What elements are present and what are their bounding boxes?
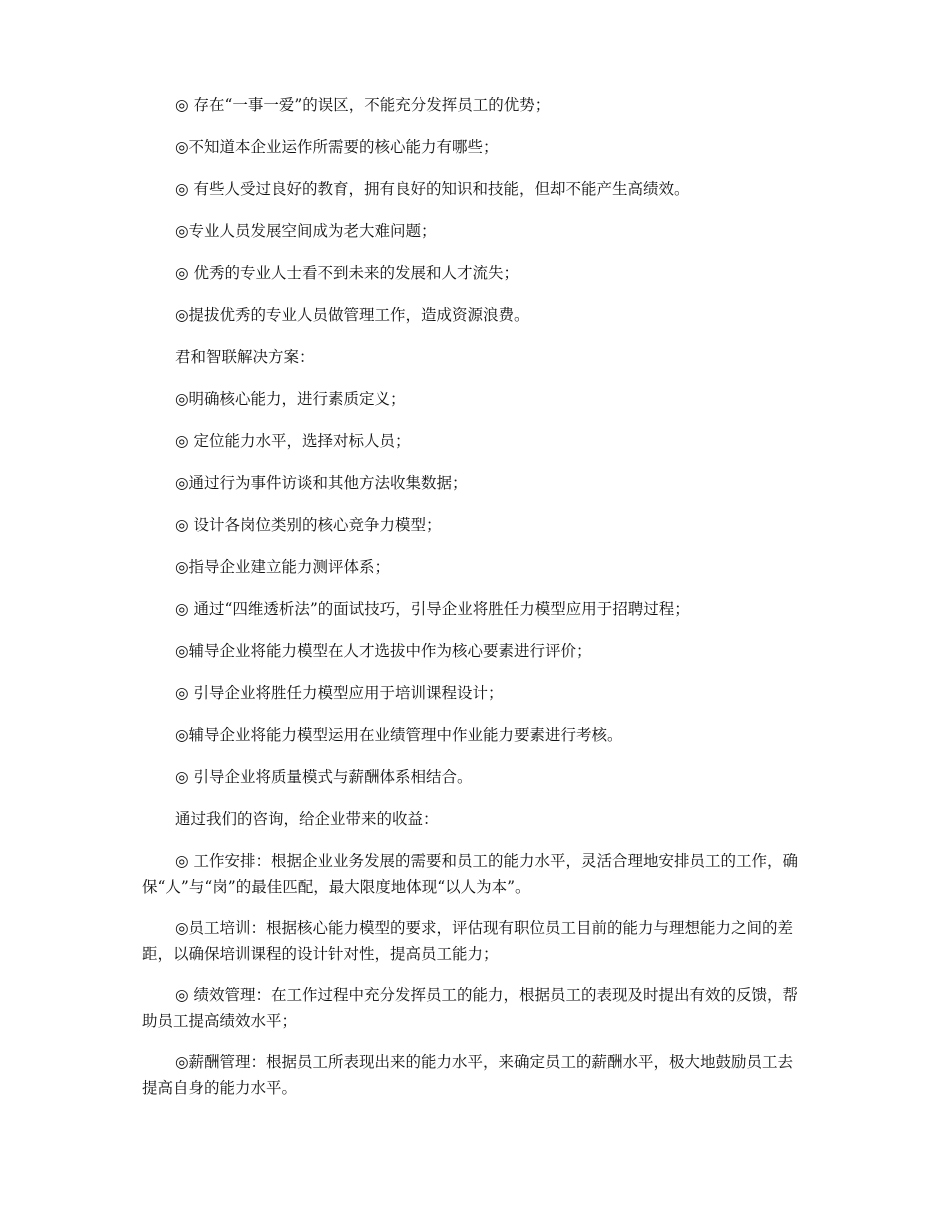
bullet-paragraph: ◎ 存在“一事一爱”的误区，不能充分发挥员工的优势； (175, 96, 551, 114)
bullet-paragraph: ◎ 有些人受过良好的教育，拥有良好的知识和技能，但却不能产生高绩效。 (175, 180, 690, 198)
bullet-paragraph: ◎提拔优秀的专业人员做管理工作，造成资源浪费。 (175, 306, 530, 324)
bullet-paragraph: ◎不知道本企业运作所需要的核心能力有哪些； (175, 138, 499, 156)
document-body (142, 92, 808, 1116)
bullet-paragraph: ◎ 通过“四维透析法”的面试技巧，引导企业将胜任力模型应用于招聘过程； (175, 600, 690, 618)
bullet-paragraph: ◎ 引导企业将胜任力模型应用于培训课程设计； (175, 684, 504, 702)
benefit-paragraph: ◎薪酬管理：根据员工所表现出来的能力水平，来确定员工的薪酬水平，极大地鼓励员工去提高自身的能力水平。 (142, 1053, 794, 1097)
bullet-paragraph: ◎专业人员发展空间成为老大难问题； (175, 222, 437, 240)
benefit-paragraph: ◎员工培训：根据核心能力模型的要求，评估现有职位员工目前的能力与理想能力之间的差距，以确保培训课程的设计针对性，提高员工能力； (142, 919, 794, 963)
bullet-paragraph: ◎ 设计各岗位类别的核心竞争力模型； (175, 516, 442, 534)
bullet-paragraph: ◎辅导企业将能力模型在人才选拔中作为核心要素进行评价； (175, 642, 592, 660)
section-heading: 通过我们的咨询，给企业带来的收益： (175, 810, 439, 828)
section-heading: 君和智联解决方案： (175, 348, 315, 366)
bullet-paragraph: ◎明确核心能力，进行素质定义； (175, 390, 406, 408)
bullet-paragraph: ◎ 引导企业将质量模式与薪酬体系相结合。 (175, 768, 473, 786)
bullet-paragraph: ◎ 定位能力水平，选择对标人员； (175, 432, 411, 450)
benefit-paragraph: ◎ 工作安排：根据企业业务发展的需要和员工的能力水平，灵活合理地安排员工的工作，确保“人”与“岗”的最佳匹配，最大限度地体现“以人为本”。 (142, 852, 798, 896)
bullet-paragraph: ◎通过行为事件访谈和其他方法收集数据； (175, 474, 468, 492)
benefit-paragraph: ◎ 绩效管理：在工作过程中充分发挥员工的能力，根据员工的表现及时提出有效的反馈，帮助员工提高绩效水平； (142, 986, 798, 1030)
bullet-paragraph: ◎指导企业建立能力测评体系； (175, 558, 391, 576)
bullet-paragraph: ◎ 优秀的专业人士看不到未来的发展和人才流失； (175, 264, 519, 282)
bullet-paragraph: ◎辅导企业将能力模型运用在业绩管理中作业能力要素进行考核。 (175, 726, 623, 744)
